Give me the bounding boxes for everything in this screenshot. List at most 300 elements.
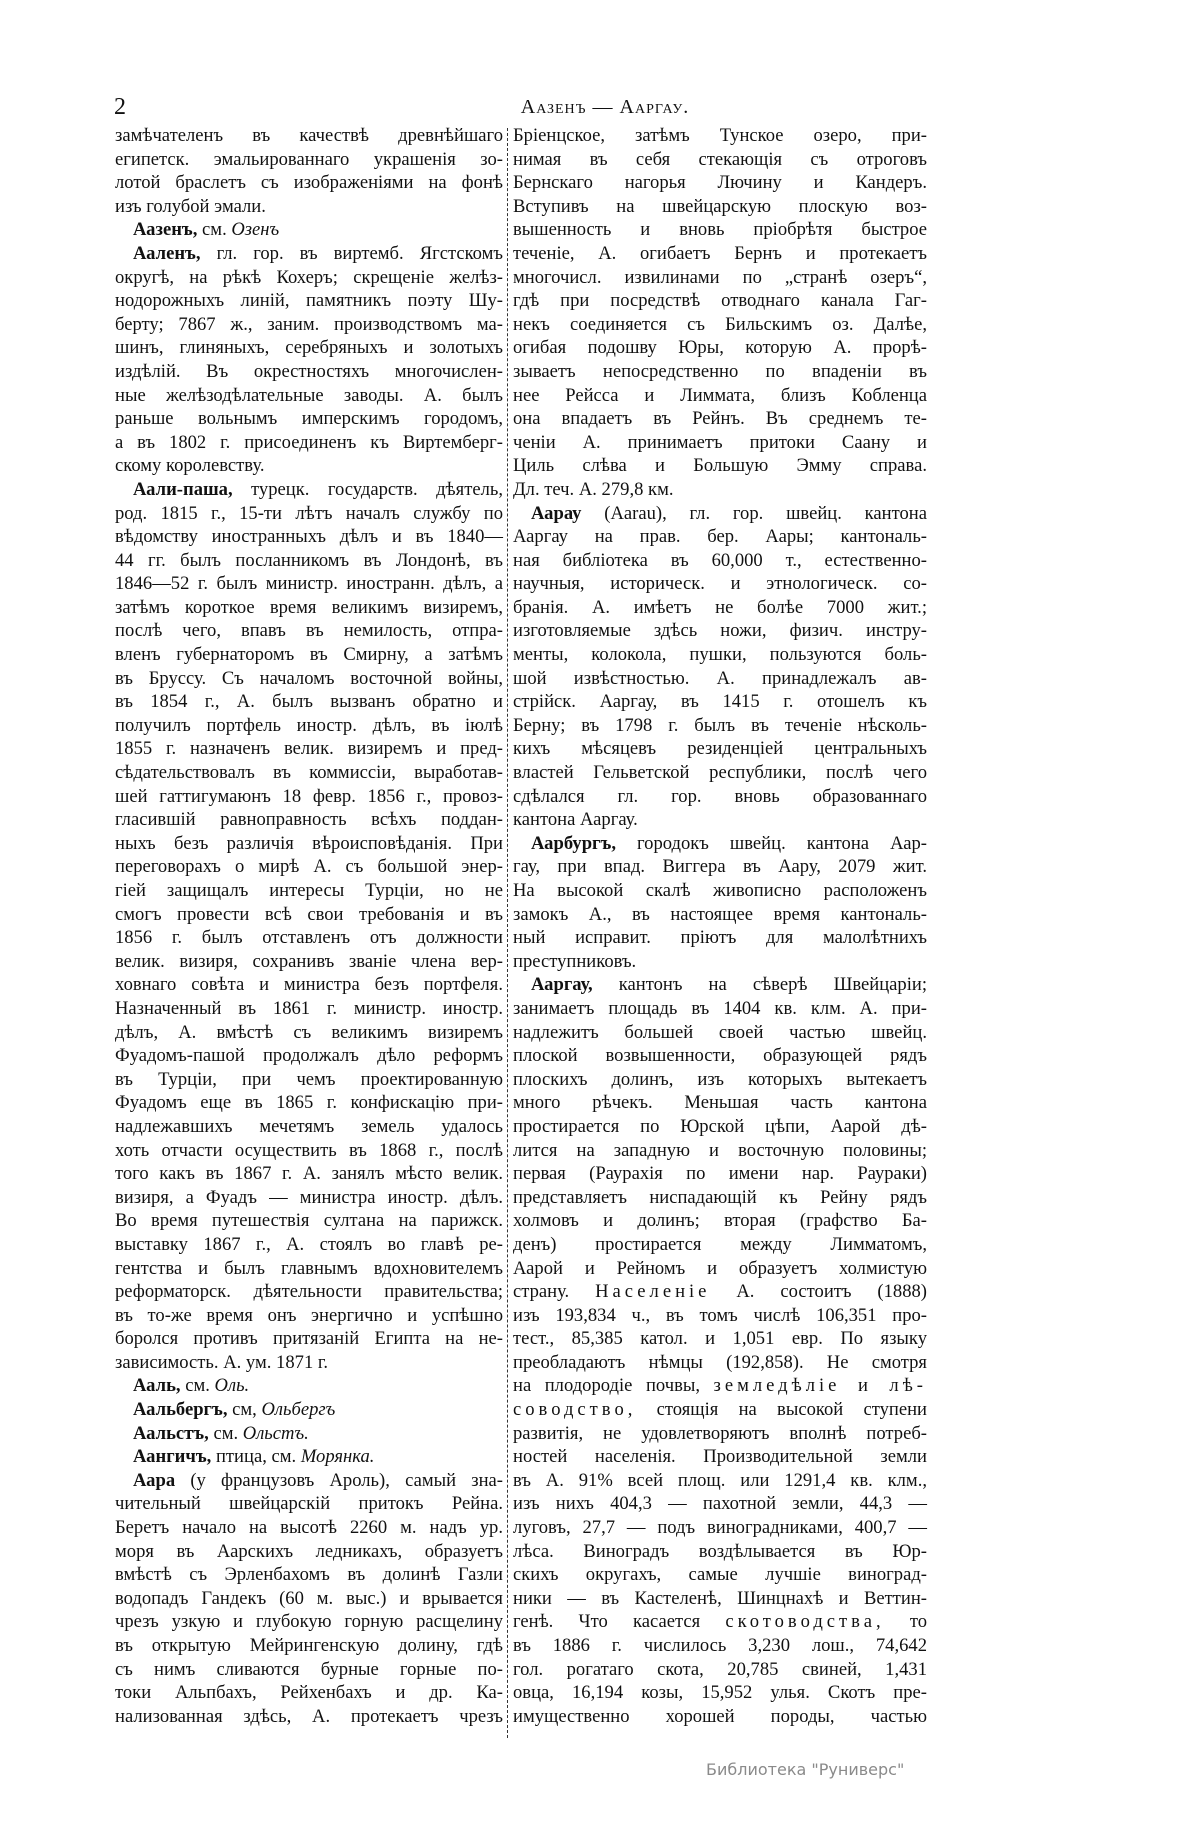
text-line (513, 596, 927, 620)
text-line (513, 1469, 927, 1493)
text-line (115, 1327, 503, 1351)
text-segment: 1846—52 г. былъ министр. иностранн. дѣлъ, а (115, 573, 503, 595)
text-segment: преобладаютъ нѣмцы (192,858). Не смотря (513, 1351, 927, 1373)
text-line (513, 1492, 927, 1516)
text-segment: теченіе, А. огибаетъ Бернъ и протекаетъ (513, 242, 927, 264)
text-line (513, 714, 927, 738)
text-segment: властей Гельветской республики, послѣ чего (513, 762, 927, 784)
text-segment: стрійск. Ааргау, въ 1415 г. отошелъ къ (513, 691, 927, 713)
text-line (513, 313, 927, 337)
cross-reference: Ольстъ. (242, 1422, 309, 1444)
text-segment: Берну; въ 1798 г. былъ въ теченіе нѣсколь- (513, 714, 927, 736)
text-line (115, 1233, 503, 1257)
text-line (115, 714, 503, 738)
cross-reference: Ольбергъ (261, 1399, 336, 1421)
text-line (115, 1115, 503, 1139)
text-segment: турецк. государств. дѣятель, (232, 478, 503, 500)
text-segment: гентства и былъ главнымъ вдохновителемъ (115, 1257, 503, 1279)
text-line (115, 761, 503, 785)
entry-headword: Аарбургъ, (531, 832, 616, 854)
text-segment: Циль слѣва и Большую Эмму справа. (513, 455, 927, 477)
text-line (513, 1162, 927, 1186)
text-segment: Дл. теч. А. 279,8 км. (513, 478, 674, 500)
text-segment: занимаетъ площадь въ 1404 кв. клм. А. при- (513, 997, 927, 1019)
text-line (115, 1540, 503, 1564)
text-line (513, 879, 927, 903)
text-segment: то (884, 1611, 928, 1633)
text-segment: въ Турціи, при чемъ проектированную (115, 1068, 503, 1090)
text-segment: ная библіотека въ 60,000 т., естественно- (513, 549, 927, 571)
text-segment: велик. визиря, сохранивъ званіе члена вер- (115, 950, 503, 972)
text-line (115, 643, 503, 667)
text-segment: выставку 1867 г., А. стоялъ во главѣ ре- (115, 1233, 503, 1255)
text-line (115, 195, 503, 219)
text-segment: ныхъ безъ различія вѣроисповѣданія. При (115, 832, 503, 854)
text-segment: берту; 7867 ж., заним. производствомъ ма- (115, 313, 503, 335)
text-segment: водопадъ Гандекъ (60 м. выс.) и врывается (115, 1587, 503, 1609)
text-segment: Ааргау на прав. бер. Аары; кантональ- (513, 526, 927, 548)
text-line (513, 549, 927, 573)
text-segment: въ Бруссу. Съ началомъ восточной войны, (115, 667, 503, 689)
text-line (115, 619, 503, 643)
text-line (513, 1139, 927, 1163)
text-column-right (513, 124, 927, 1728)
text-segment: кантонъ на сѣверѣ Швейцаріи; (592, 974, 927, 996)
text-segment: луговъ, 27,7 — подъ виноградниками, 400,7 — (513, 1517, 927, 1539)
text-line (513, 1681, 927, 1705)
text-segment: страну. (513, 1281, 596, 1303)
text-segment: см. (197, 219, 232, 241)
text-line (513, 1186, 927, 1210)
text-segment: токи Альпбахъ, Рейхенбахъ и др. Ка- (115, 1682, 503, 1704)
text-line (115, 384, 503, 408)
text-line (513, 218, 927, 242)
text-segment: гіей защищалъ интересы Турціи, но не (115, 880, 503, 901)
text-segment: ные желѣзодѣлательные заводы. А. былъ (115, 384, 503, 406)
text-segment: скотоводства, (725, 1611, 885, 1633)
text-line (115, 832, 503, 856)
text-segment: Населеніе (595, 1281, 711, 1303)
text-line (115, 1705, 503, 1729)
text-line (115, 1445, 503, 1469)
text-segment: лѣса. Виноградъ воздѣлывается въ Юр- (513, 1540, 927, 1562)
text-segment: менты, колокола, пушки, пользуются боль- (513, 644, 927, 666)
text-line (513, 407, 927, 431)
entry-headword: Ааргау, (531, 974, 593, 996)
text-segment: нимая въ себя стекающія съ отроговъ (513, 148, 927, 170)
entry-headword: Аангичъ, (133, 1446, 212, 1468)
text-line (115, 1044, 503, 1068)
text-segment: въ то-же время онъ энергично и успѣшно (115, 1304, 503, 1326)
text-line (115, 926, 503, 950)
text-segment: вленъ губернаторомъ въ Смирну, а затѣмъ (115, 644, 503, 666)
text-line (513, 643, 927, 667)
text-line (115, 1634, 503, 1658)
text-line (115, 1492, 503, 1516)
text-segment: птица, см. (211, 1446, 301, 1468)
text-segment: надлежитъ большей своей частью швейц. (513, 1021, 927, 1043)
text-line (115, 1304, 503, 1328)
text-segment: она впадаетъ въ Рейнъ. Въ среднемъ те- (513, 408, 927, 430)
text-line (513, 1422, 927, 1446)
text-line (115, 1610, 503, 1634)
text-line (115, 1658, 503, 1682)
text-segment: см, (227, 1399, 262, 1421)
text-line (513, 1563, 927, 1587)
text-segment: Фуадомъ еще въ 1865 г. конфискацію при- (115, 1092, 503, 1114)
text-segment: послѣ чего, впавъ въ немилость, отпра- (115, 620, 503, 642)
text-segment: см. (208, 1422, 243, 1444)
text-line (115, 737, 503, 761)
text-line (115, 1209, 503, 1233)
text-segment: нодорожныхъ линій, памятникъ поэту Шу- (115, 290, 503, 312)
text-segment: стоящія на высокой ступени (636, 1399, 927, 1421)
text-line (115, 549, 503, 573)
text-line (115, 525, 503, 549)
text-line (513, 1634, 927, 1658)
text-segment: плоской возвышенности, образующей рядъ (513, 1045, 927, 1067)
text-line (513, 1658, 927, 1682)
text-segment: въ 1886 г. числилось 3,230 лош., 74,642 (513, 1635, 927, 1656)
text-segment: того какъ въ 1867 г. А. занялъ мѣсто велик. (115, 1163, 503, 1185)
text-segment: въ 1854 г., А. былъ вызванъ обратно и (115, 691, 503, 713)
text-segment: гау, при впад. Виггера въ Аару, 2079 жит. (513, 856, 927, 878)
entry-headword: Ааленъ, (133, 242, 201, 264)
page-number: 2 (114, 94, 126, 120)
text-segment: египетск. эмальированнаго украшенія зо- (115, 148, 503, 170)
text-segment: а въ 1802 г. присоединенъ къ Виртемберг- (115, 431, 503, 453)
text-segment: гл. гор. въ виртемб. Ягстскомъ (200, 242, 503, 264)
text-segment: на плодородіе почвы, (513, 1375, 714, 1397)
text-line (513, 336, 927, 360)
text-line (513, 1610, 927, 1634)
text-line (115, 1091, 503, 1115)
text-segment: научныя, историческ. и этнологическ. со- (513, 573, 927, 595)
entry-headword: Аазенъ, (133, 219, 198, 241)
text-segment: (у французовъ Ароль), самый зна- (175, 1469, 503, 1491)
text-line (513, 478, 927, 502)
text-segment: имущественно хорошей породы, частью (513, 1705, 927, 1727)
text-line (115, 973, 503, 997)
text-segment: Вступивъ на швейцарскую плоскую воз- (513, 195, 927, 217)
text-segment: Бернскаго нагорья Лючину и Кандеръ. (513, 172, 927, 194)
text-line (115, 336, 503, 360)
text-line (115, 218, 503, 242)
text-segment: изъ нихъ 404,3 — пахотной земли, 44,3 — (513, 1493, 927, 1515)
text-line (115, 171, 503, 195)
text-line (115, 1021, 503, 1045)
text-line (513, 1233, 927, 1257)
text-segment: переговорахъ о мирѣ А. съ большой энер- (115, 856, 503, 878)
text-segment: боролся противъ притязаній Египта на не- (115, 1328, 503, 1350)
text-segment: вѣдомству иностранныхъ дѣлъ и въ 1840— (115, 526, 503, 548)
entry-headword: Аальстъ, (133, 1422, 209, 1444)
text-segment: ный исправит. пріютъ для малолѣтнихъ (513, 927, 927, 949)
text-segment: земледѣліе и лѣ- (713, 1375, 927, 1397)
text-segment: много рѣчекъ. Меньшая часть кантона (513, 1092, 927, 1114)
text-line (513, 572, 927, 596)
text-line (513, 1540, 927, 1564)
text-line (115, 242, 503, 266)
text-line (115, 124, 503, 148)
text-segment: некъ соединяется съ Бильскимъ оз. Далѣе, (513, 313, 927, 335)
text-line (513, 926, 927, 950)
entry-headword: Аара (133, 1469, 176, 1491)
text-line (513, 1115, 927, 1139)
text-line (115, 1351, 503, 1375)
text-line (513, 1091, 927, 1115)
text-line (115, 1681, 503, 1705)
text-line (115, 1516, 503, 1540)
text-segment: ностей населенія. Производительной земли (513, 1446, 927, 1468)
text-line (513, 431, 927, 455)
text-segment: 44 гг. былъ посланникомъ въ Лондонѣ, въ (115, 549, 503, 571)
text-line (513, 1257, 927, 1281)
text-line (513, 1280, 927, 1304)
text-line (115, 502, 503, 526)
text-line (115, 407, 503, 431)
cross-reference: Озенъ (231, 219, 280, 241)
text-segment: издѣлій. Въ окрестностяхъ многочислен- (115, 360, 503, 382)
text-line (115, 1563, 503, 1587)
text-line (115, 266, 503, 290)
text-segment: бранія. А. имѣетъ не болѣе 7000 жит.; (513, 596, 927, 618)
text-segment: Во время путешествія султана на парижск. (115, 1210, 503, 1232)
text-line (513, 1374, 927, 1398)
text-line (513, 1587, 927, 1611)
text-line (115, 950, 503, 974)
text-line (513, 690, 927, 714)
text-line (115, 1068, 503, 1092)
text-segment: соводство, (513, 1399, 637, 1421)
text-line (513, 832, 927, 856)
text-line (513, 997, 927, 1021)
entry-headword: Аали-паша, (133, 478, 233, 500)
column-divider (507, 128, 508, 1738)
text-segment: реформаторск. дѣятельности правительства; (115, 1281, 503, 1303)
text-line (513, 1068, 927, 1092)
text-segment: плоскихъ долинъ, изъ которыхъ вытекаетъ (513, 1068, 927, 1090)
text-line (513, 1304, 927, 1328)
text-line (513, 619, 927, 643)
text-line (115, 1186, 503, 1210)
text-line (513, 289, 927, 313)
text-segment: нализованная здѣсь, А. протекаетъ чрезъ (115, 1705, 503, 1727)
text-segment: лится на западную и восточную половины; (513, 1139, 927, 1161)
text-segment: огибая подошву Юры, которую А. прорѣ- (513, 337, 927, 359)
text-segment: надлежавшихъ мечетямъ земель удалось (115, 1115, 503, 1137)
text-segment: чительный швейцарскій притокъ Рейна. (115, 1493, 503, 1515)
text-segment: съ нимъ сливаются бурные горные по- (115, 1658, 503, 1680)
text-segment: простирается по Юрской цѣпи, Аарой дѣ- (513, 1115, 927, 1137)
text-segment: овца, 16,194 козы, 15,952 улья. Скотъ пре- (513, 1682, 927, 1704)
text-line (115, 808, 503, 832)
text-segment: шой извѣстностью. А. принадлежалъ ав- (513, 667, 927, 689)
text-line (513, 525, 927, 549)
text-line (513, 124, 927, 148)
text-line (513, 1044, 927, 1068)
text-segment: нее Рейсса и Лиммата, близъ Кобленца (513, 384, 927, 406)
running-title: Аазенъ — Ааргау. (520, 96, 690, 118)
text-segment: Назначенный въ 1861 г. министр. иностр. (115, 997, 503, 1019)
text-line (115, 478, 503, 502)
text-segment: генѣ. Что касается (513, 1611, 726, 1633)
text-line (115, 454, 503, 478)
text-line (513, 195, 927, 219)
text-line (513, 384, 927, 408)
text-segment: затѣмъ короткое время великимъ визиремъ, (115, 596, 503, 618)
text-segment: чрезъ узкую и глубокую горную расщелину (115, 1611, 503, 1633)
text-segment: холмовъ и долинъ; вторая (графство Ба- (513, 1210, 927, 1232)
text-segment: 1856 г. былъ отставленъ отъ должности (115, 927, 503, 949)
cross-reference: Оль. (214, 1375, 250, 1397)
text-line (513, 242, 927, 266)
text-segment: замокъ А., въ настоящее время кантональ- (513, 903, 927, 925)
text-line (513, 1327, 927, 1351)
text-segment: денъ) простирается между Лимматомъ, (513, 1233, 927, 1255)
text-segment: 1855 г. назначенъ велик. визиремъ и пред- (115, 738, 503, 760)
text-segment: вмѣстѣ съ Эрленбахомъ въ долинѣ Газли (115, 1564, 503, 1586)
text-line (513, 266, 927, 290)
text-segment: изготовляемые здѣсь ножи, физич. инстру- (513, 620, 927, 642)
text-segment: шинъ, глиняныхъ, серебряныхъ и золотыхъ (115, 337, 503, 359)
text-segment: А. состоитъ (1888) (710, 1281, 928, 1303)
text-segment: вышенность и вновь пріобрѣтя быстрое (513, 219, 927, 241)
text-line (513, 667, 927, 691)
text-segment: сдѣлался гл. гор. вновь образованнаго (513, 785, 927, 807)
text-line (115, 572, 503, 596)
text-segment: развитія, не удовлетворяютъ вполнѣ потреб- (513, 1422, 927, 1444)
text-line (115, 1162, 503, 1186)
text-segment: въ открытую Мейрингенскую долину, гдѣ (115, 1635, 503, 1656)
text-line (513, 1705, 927, 1729)
text-line (115, 1257, 503, 1281)
text-line (115, 785, 503, 809)
text-segment: гласившій равноправность всѣхъ поддан- (115, 809, 503, 831)
text-segment: дѣлъ, А. вмѣстѣ съ великимъ визиремъ (115, 1021, 503, 1043)
text-line (115, 596, 503, 620)
text-segment: первая (Раурахія по имени нар. Раураки) (513, 1163, 927, 1185)
text-line (115, 148, 503, 172)
text-line (115, 1422, 503, 1446)
text-segment: Беретъ начало на высотѣ 2260 м. надъ ур. (115, 1517, 503, 1539)
text-line (513, 454, 927, 478)
text-line (513, 171, 927, 195)
entry-headword: Аарау (531, 502, 582, 524)
text-segment: представляетъ ниспадающій къ Рейну рядъ (513, 1186, 927, 1208)
text-line (513, 1209, 927, 1233)
text-segment: шей гаттигумаюнъ 18 февр. 1856 г., провоз- (115, 785, 503, 807)
text-line (513, 855, 927, 879)
text-line (513, 1021, 927, 1045)
text-line (115, 667, 503, 691)
text-line (115, 879, 503, 903)
text-line (115, 1139, 503, 1163)
text-segment: преступниковъ. (513, 950, 637, 972)
text-line (115, 903, 503, 927)
text-segment: изъ голубой эмали. (115, 195, 266, 217)
text-segment: многочисл. извилинами по „странѣ озеръ“, (513, 266, 927, 288)
text-line (115, 1398, 503, 1422)
text-line (115, 1469, 503, 1493)
cross-reference: Морянка. (300, 1446, 375, 1468)
text-segment: гдѣ при посредствѣ отводнаго канала Гаг- (513, 290, 927, 312)
text-line (115, 360, 503, 384)
entry-headword: Ааль, (133, 1375, 181, 1397)
text-line (115, 1374, 503, 1398)
text-line (115, 313, 503, 337)
text-segment: кантона Ааргау. (513, 809, 638, 831)
text-segment: визиря, а Фуадъ — министра иностр. дѣлъ. (115, 1186, 503, 1208)
text-line (513, 148, 927, 172)
text-segment: ховнаго совѣта и министра безъ портфеля. (115, 974, 503, 996)
text-segment: ченіи А. принимаетъ притоки Саану и (513, 431, 927, 453)
text-segment: лотой браслетъ съ изображеніями на фонѣ (115, 172, 503, 194)
text-line (115, 1280, 503, 1304)
text-segment: гол. рогатаго скота, 20,785 свиней, 1,431 (513, 1658, 927, 1680)
text-segment: зависимость. А. ум. 1871 г. (115, 1351, 329, 1373)
text-line (513, 360, 927, 384)
text-line (513, 761, 927, 785)
text-segment: На высокой скалѣ живописно расположенъ (513, 880, 927, 901)
text-segment: хоть отчасти осуществить въ 1868 г., послѣ (115, 1139, 503, 1161)
text-segment: смогъ провести всѣ свои требованія и въ (115, 903, 503, 925)
text-segment: округѣ, на рѣкѣ Кохеръ; скрещеніе желѣз- (115, 266, 503, 288)
text-segment: скому королевству. (115, 455, 265, 477)
text-segment: зываетъ непосредственно по впаденіи въ (513, 360, 927, 382)
text-segment: см. (180, 1375, 215, 1397)
text-line (513, 1398, 927, 1422)
text-segment: Аарой и Рейномъ и образуетъ холмистую (513, 1257, 927, 1279)
text-segment: Бріенцское, затѣмъ Тунское озеро, при- (513, 125, 927, 146)
text-segment: (Aarau), гл. гор. швейц. кантона (581, 502, 927, 524)
text-line (513, 973, 927, 997)
text-segment: род. 1815 г., 15-ти лѣтъ началъ службу по (115, 502, 503, 524)
text-segment: тест., 85,385 катол. и 1,051 евр. По языку (513, 1328, 927, 1350)
text-segment: ники — въ Кастеленѣ, Шинцнахѣ и Веттин- (513, 1587, 927, 1609)
text-line (513, 1351, 927, 1375)
text-line (115, 1587, 503, 1611)
text-segment: замѣчателенъ въ качествѣ древнѣйшаго (115, 125, 503, 146)
text-segment: скихъ округахъ, самые лучшіе виноград- (513, 1564, 927, 1586)
text-segment: раньше вольнымъ имперскимъ городомъ, (115, 408, 503, 430)
text-line (513, 502, 927, 526)
text-segment: городокъ швейц. кантона Аар- (615, 832, 927, 854)
text-line (115, 431, 503, 455)
text-segment: въ А. 91% всей площ. или 1291,4 кв. клм., (513, 1469, 927, 1491)
library-watermark: Библиотека "Руниверс" (706, 1760, 905, 1779)
text-segment: сѣдательствовалъ въ коммиссіи, выработав- (115, 762, 503, 784)
text-line (115, 289, 503, 313)
text-line (513, 785, 927, 809)
text-segment: моря въ Аарскихъ ледникахъ, образуетъ (115, 1540, 503, 1562)
text-segment: получилъ портфель иностр. дѣлъ, въ іюлѣ (115, 714, 503, 736)
text-line (513, 903, 927, 927)
text-line (115, 997, 503, 1021)
text-column-left (115, 124, 503, 1728)
text-segment: изъ 193,834 ч., въ томъ числѣ 106,351 про- (513, 1304, 927, 1326)
text-line (513, 1516, 927, 1540)
text-line (513, 1445, 927, 1469)
text-line (513, 950, 927, 974)
entry-headword: Аальбергъ, (133, 1399, 228, 1421)
text-segment: кихъ мѣсяцевъ резиденціей центральныхъ (513, 738, 927, 760)
text-segment: Фуадомъ-пашой продолжалъ дѣло реформъ (115, 1045, 503, 1067)
text-line (513, 737, 927, 761)
text-line (115, 855, 503, 879)
text-line (513, 808, 927, 832)
text-line (115, 690, 503, 714)
